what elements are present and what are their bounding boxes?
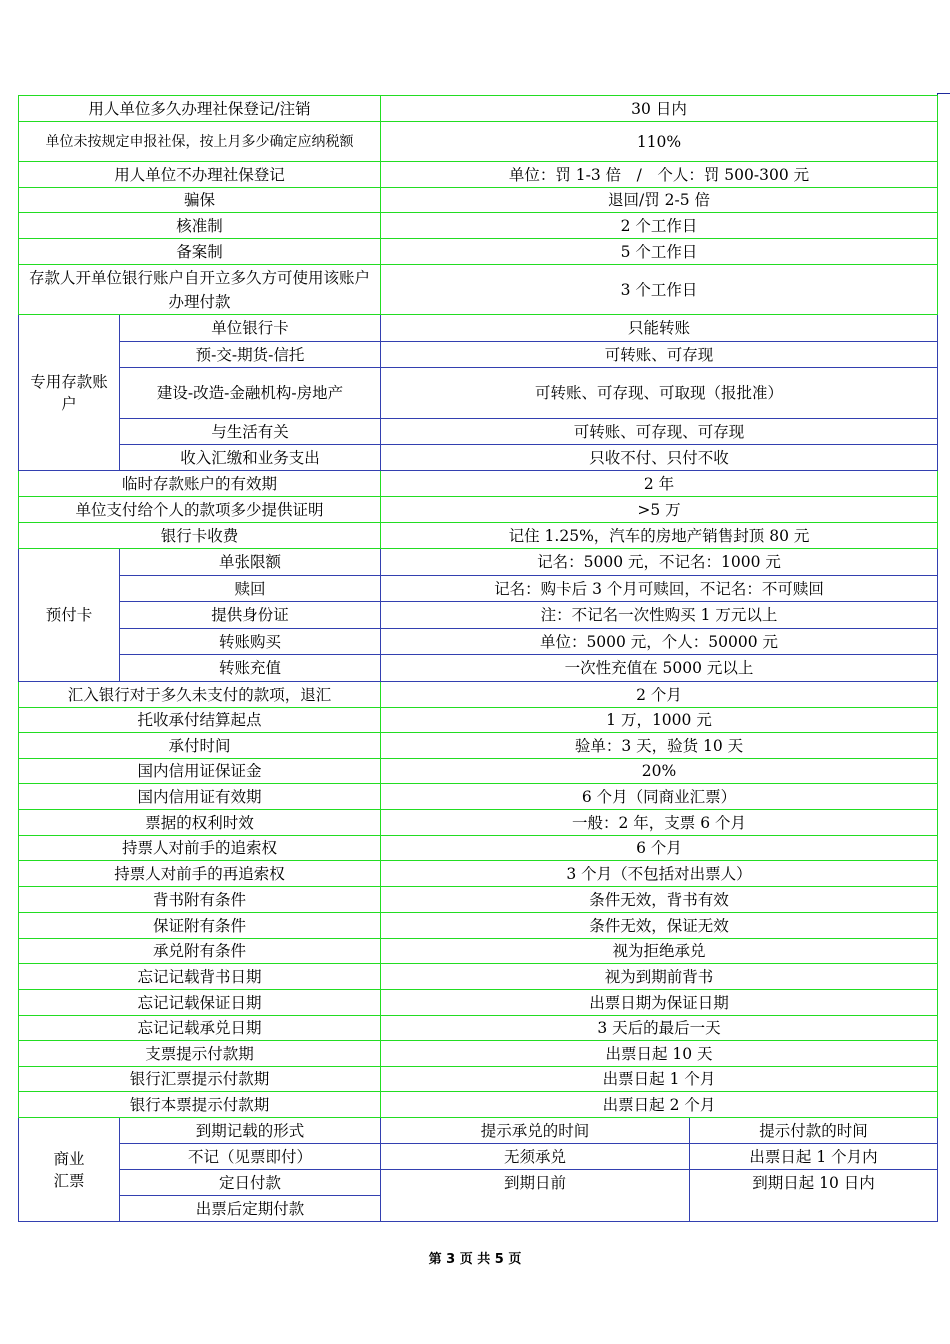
table-row <box>19 523 938 549</box>
table-row <box>19 708 938 733</box>
row-label: 用人单位不办理社保登记 <box>19 162 381 188</box>
row-label: 托收承付结算起点 <box>19 708 381 733</box>
row-value: 110% <box>381 122 938 162</box>
row-value: 视为到期前背书 <box>381 964 938 990</box>
row-value: 一次性充值在 5000 元以上 <box>381 655 938 682</box>
table-row <box>19 497 938 523</box>
row-value: 2 个工作日 <box>381 213 938 239</box>
row-label: 骗保 <box>19 188 381 213</box>
column-header: 到期记载的形式 <box>120 1118 381 1144</box>
row-label: 核准制 <box>19 213 381 239</box>
table-row <box>19 990 938 1016</box>
table-row <box>19 861 938 887</box>
page-edge-line <box>937 93 950 94</box>
row-label: 忘记记载背书日期 <box>19 964 381 990</box>
row-label: 单张限额 <box>120 549 381 576</box>
row-value: 可转账、可存现、可存现 <box>381 419 938 445</box>
row-value: 条件无效，保证无效 <box>381 913 938 939</box>
table-row <box>19 939 938 964</box>
table-row <box>19 1041 938 1067</box>
table-row <box>19 419 938 445</box>
row-label: 背书附有条件 <box>19 887 381 913</box>
row-label: 提供身份证 <box>120 602 381 629</box>
table-row <box>19 602 938 629</box>
row-value: 1 万，1000 元 <box>381 708 938 733</box>
table-row <box>19 682 938 708</box>
row-value: 出票日起 10 天 <box>381 1041 938 1067</box>
row-label: 收入汇缴和业务支出 <box>120 445 381 471</box>
table-row <box>19 213 938 239</box>
row-value: 出票日起 1 个月内 <box>690 1144 938 1170</box>
row-value: 30 日内 <box>381 96 938 122</box>
row-value: 记名：5000 元，不记名：1000 元 <box>381 549 938 576</box>
row-label: 单位未按规定申报社保，按上月多少确定应纳税额 <box>19 122 381 162</box>
row-value: 3 个月（不包括对出票人） <box>381 861 938 887</box>
row-label: 用人单位多久办理社保登记/注销 <box>19 96 381 122</box>
table-row <box>19 1092 938 1118</box>
row-value: 退回/罚 2-5 倍 <box>381 188 938 213</box>
table-row <box>19 265 938 315</box>
table-row <box>19 1144 938 1170</box>
page-footer: 第 3 页 共 5 页 <box>428 1252 522 1267</box>
row-label: 定日付款 <box>120 1170 381 1196</box>
group-label-prepaid-card: 预付卡 <box>19 549 120 682</box>
row-label: 预-交-期货-信托 <box>120 342 381 368</box>
table-row <box>19 315 938 342</box>
table-row <box>19 162 938 188</box>
row-value: 只能转账 <box>381 315 938 342</box>
row-label: 银行本票提示付款期 <box>19 1092 381 1118</box>
row-label: 与生活有关 <box>120 419 381 445</box>
table-row <box>19 549 938 576</box>
row-value: 单位：罚 1-3 倍 / 个人：罚 500-300 元 <box>381 162 938 188</box>
row-label: 建设-改造-金融机构-房地产 <box>120 368 381 419</box>
row-value: 3 天后的最后一天 <box>381 1016 938 1041</box>
row-value: 到期日起 10 日内 <box>690 1170 938 1222</box>
group-label-line: 汇票 <box>53 1171 85 1190</box>
row-label: 忘记记载承兑日期 <box>19 1016 381 1041</box>
table-row <box>19 629 938 655</box>
row-value: 一般：2 年，支票 6 个月 <box>381 810 938 836</box>
table-row <box>19 1016 938 1041</box>
row-value: 出票日起 1 个月 <box>381 1067 938 1092</box>
table-row <box>19 122 938 162</box>
table-row <box>19 342 938 368</box>
row-value: 出票日起 2 个月 <box>381 1092 938 1118</box>
row-value: 视为拒绝承兑 <box>381 939 938 964</box>
table-row <box>19 733 938 759</box>
row-label: 保证附有条件 <box>19 913 381 939</box>
table-row <box>19 96 938 122</box>
row-value: 6 个月 <box>381 836 938 861</box>
row-value: 3 个工作日 <box>381 265 938 315</box>
column-header: 提示付款的时间 <box>690 1118 938 1144</box>
row-value: 6 个月（同商业汇票） <box>381 784 938 810</box>
row-value: 记住 1.25%，汽车的房地产销售封顶 80 元 <box>381 523 938 549</box>
group-label-special-account: 专用存款账户 <box>19 315 120 471</box>
row-value: 单位：5000 元，个人：50000 元 <box>381 629 938 655</box>
row-value: 条件无效，背书有效 <box>381 887 938 913</box>
row-label: 持票人对前手的追索权 <box>19 836 381 861</box>
table-row <box>19 964 938 990</box>
group-label-line: 商业 <box>53 1149 85 1168</box>
column-header: 提示承兑的时间 <box>381 1118 690 1144</box>
table-row <box>19 1067 938 1092</box>
row-value: >5 万 <box>381 497 938 523</box>
row-label: 转账购买 <box>120 629 381 655</box>
row-label: 承兑附有条件 <box>19 939 381 964</box>
row-label: 存款人开单位银行账户自开立多久方可使用该账户办理付款 <box>19 265 381 315</box>
group-label-commercial-draft <box>19 1118 120 1222</box>
table-row <box>19 655 938 682</box>
table-row <box>19 784 938 810</box>
row-label: 银行汇票提示付款期 <box>19 1067 381 1092</box>
row-label: 单位银行卡 <box>120 315 381 342</box>
row-value: 记名：购卡后 3 个月可赎回，不记名：不可赎回 <box>381 576 938 602</box>
row-value: 可转账、可存现、可取现（报批准） <box>381 368 938 419</box>
table-row <box>19 239 938 265</box>
row-label: 银行卡收费 <box>19 523 381 549</box>
row-label: 单位支付给个人的款项多少提供证明 <box>19 497 381 523</box>
row-value: 只收不付、只付不收 <box>381 445 938 471</box>
table-row <box>19 759 938 784</box>
table-row <box>19 471 938 497</box>
row-label: 支票提示付款期 <box>19 1041 381 1067</box>
row-label: 票据的权利时效 <box>19 810 381 836</box>
summary-table <box>18 95 938 1222</box>
row-label: 不记（见票即付） <box>120 1144 381 1170</box>
row-value: 可转账、可存现 <box>381 342 938 368</box>
table-row <box>19 913 938 939</box>
table-row <box>19 188 938 213</box>
row-label: 赎回 <box>120 576 381 602</box>
row-label: 备案制 <box>19 239 381 265</box>
row-label: 国内信用证有效期 <box>19 784 381 810</box>
row-value: 验单：3 天，验货 10 天 <box>381 733 938 759</box>
row-label: 国内信用证保证金 <box>19 759 381 784</box>
table-row <box>19 368 938 419</box>
row-label: 承付时间 <box>19 733 381 759</box>
row-value: 无须承兑 <box>381 1144 690 1170</box>
row-value: 注：不记名一次性购买 1 万元以上 <box>381 602 938 629</box>
row-value: 出票日期为保证日期 <box>381 990 938 1016</box>
table-row <box>19 836 938 861</box>
row-value: 2 年 <box>381 471 938 497</box>
table-row <box>19 576 938 602</box>
row-label: 临时存款账户的有效期 <box>19 471 381 497</box>
row-label: 汇入银行对于多久未支付的款项，退汇 <box>19 682 381 708</box>
row-value: 2 个月 <box>381 682 938 708</box>
row-value: 20% <box>381 759 938 784</box>
row-value: 5 个工作日 <box>381 239 938 265</box>
table-row <box>19 1118 938 1144</box>
row-label: 忘记记载保证日期 <box>19 990 381 1016</box>
row-value: 到期日前 <box>381 1170 690 1222</box>
row-label: 转账充值 <box>120 655 381 682</box>
table-row <box>19 810 938 836</box>
table-row <box>19 1170 938 1196</box>
table-row <box>19 445 938 471</box>
row-label: 出票后定期付款 <box>120 1196 381 1222</box>
table-row <box>19 887 938 913</box>
row-label: 持票人对前手的再追索权 <box>19 861 381 887</box>
